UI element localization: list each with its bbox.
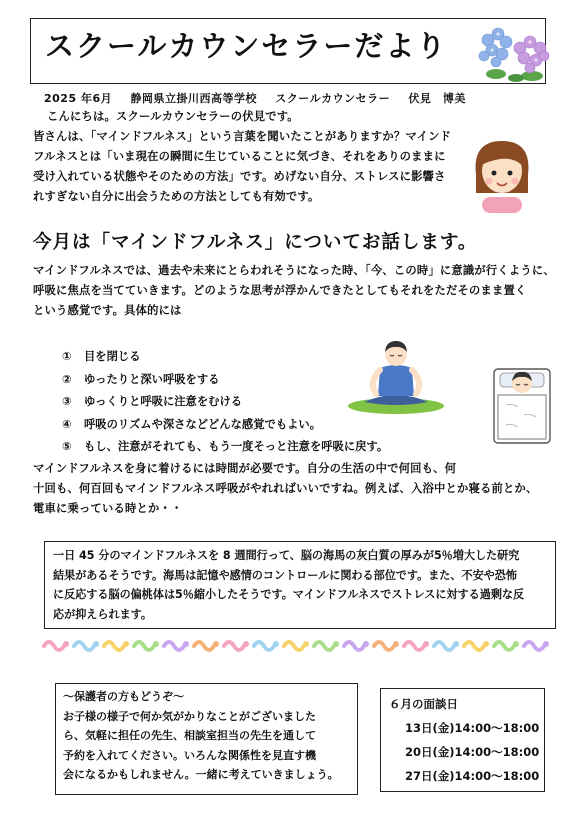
steps-list (62, 348, 388, 461)
intro-line: フルネスとは「いま現在の瞬間に生じていることに気づき、それをありのままに (33, 150, 446, 163)
newsletter-title: スクールカウンセラーだより (45, 29, 448, 63)
school-name: 静岡県立掛川西高等学校 (130, 92, 257, 105)
schedule-date: 20日(金)14:00～18:00 (405, 745, 540, 759)
research-line: 結果があるそうです。海馬は記憶や感情のコントロールに関わる部位です。また、不安や恐怖 (53, 568, 517, 582)
counselor-portrait-icon (466, 135, 538, 213)
list-item: ④ 呼吸のリズムや深さなどどんな感覚でもよい。 (62, 417, 322, 431)
research-line: に反応する脳の偏桃体は5％縮小したそうです。マインドフルネスでストレスに対する過剰な反 (53, 588, 525, 601)
schedule-title: ６月の面談日 (389, 697, 458, 711)
body-line: マインドフルネスを身に着けるには時間が必要です。自分の生活の中で何回も、何 (33, 462, 457, 475)
schedule-date: 27日(金)14:00～18:00 (405, 769, 540, 783)
author-name: 伏見 博美 (408, 92, 466, 105)
schedule-date: 13日(金)14:00～18:00 (405, 721, 540, 735)
guardian-title: ～保護者の方もどうぞ～ (63, 690, 184, 703)
list-item: ② ゆったりと深い呼吸をする (62, 372, 220, 386)
list-item: ③ ゆっくりと呼吸に注意をむける (62, 395, 243, 408)
body-line: 電車に乗っている時とか・・ (33, 502, 183, 515)
issue-date: 2025 年6月 (44, 92, 113, 105)
sleeping-person-icon (492, 365, 552, 445)
research-line: 一日 45 分のマインドフルネスを 8 週間行って、脳の海馬の灰白質の厚みが5％増大した研究 (53, 549, 520, 562)
intro-line: れすぎない自分に出会うための方法としても有効です。 (33, 190, 320, 203)
intro-line: こんにちは。スクールカウンセラーの伏見です。 (47, 110, 299, 123)
intro-line: 皆さんは、「マインドフルネス」という言葉を聞いたことがありますか？マインド (33, 130, 452, 143)
guardian-line: 予約を入れてください。いろんな関係性を見直す機 (63, 748, 316, 762)
header-info (44, 90, 480, 106)
guardian-line: 会になるかもしれません。一緒に考えていきましょう。 (63, 768, 339, 781)
snake-divider-icon (40, 632, 550, 654)
section-heading: 今月は「マインドフルネス」についてお話します。 (33, 232, 478, 253)
body-line: マインドフルネスでは、過去や未来にとらわれそうになった時、「今、この時」に意識が行くように、 (33, 264, 555, 277)
intro-line: 受け入れている状態やそのための方法」です。めげない自分、ストレスに影響さ (33, 170, 446, 183)
intro-paragraph (33, 107, 473, 207)
hydrangea-icon (476, 22, 552, 84)
research-box (44, 541, 556, 629)
guardian-line: ら、気軽に担任の先生、相談室担当の先生を通して (63, 729, 316, 742)
body-line: 呼吸に焦点を当てていきます。どのような思考が浮かんできたとしてもそれをただそのまま置く (33, 284, 527, 297)
body-paragraph-2 (33, 459, 573, 519)
guardian-line: お子様の様子で何か気がかりなことがございました (63, 709, 316, 723)
guardian-note-box (55, 683, 358, 795)
author-role: スクールカウンセラー (275, 92, 391, 105)
body-line: という感覚です。具体的には (33, 304, 182, 317)
research-line: 応が抑えられます。 (53, 607, 152, 621)
meditation-person-icon (346, 338, 446, 416)
body-line: 十回も、何百回もマインドフルネス呼吸がやれればいいですね。例えば、入浴中とか寝る前とか、 (33, 482, 538, 495)
interview-schedule-box (380, 688, 545, 792)
list-item: ① 目を閉じる (62, 350, 141, 363)
list-item: ⑤ もし、注意がそれても、もう一度そっと注意を呼吸に戻す。 (62, 440, 389, 453)
body-paragraph-1 (33, 261, 573, 321)
